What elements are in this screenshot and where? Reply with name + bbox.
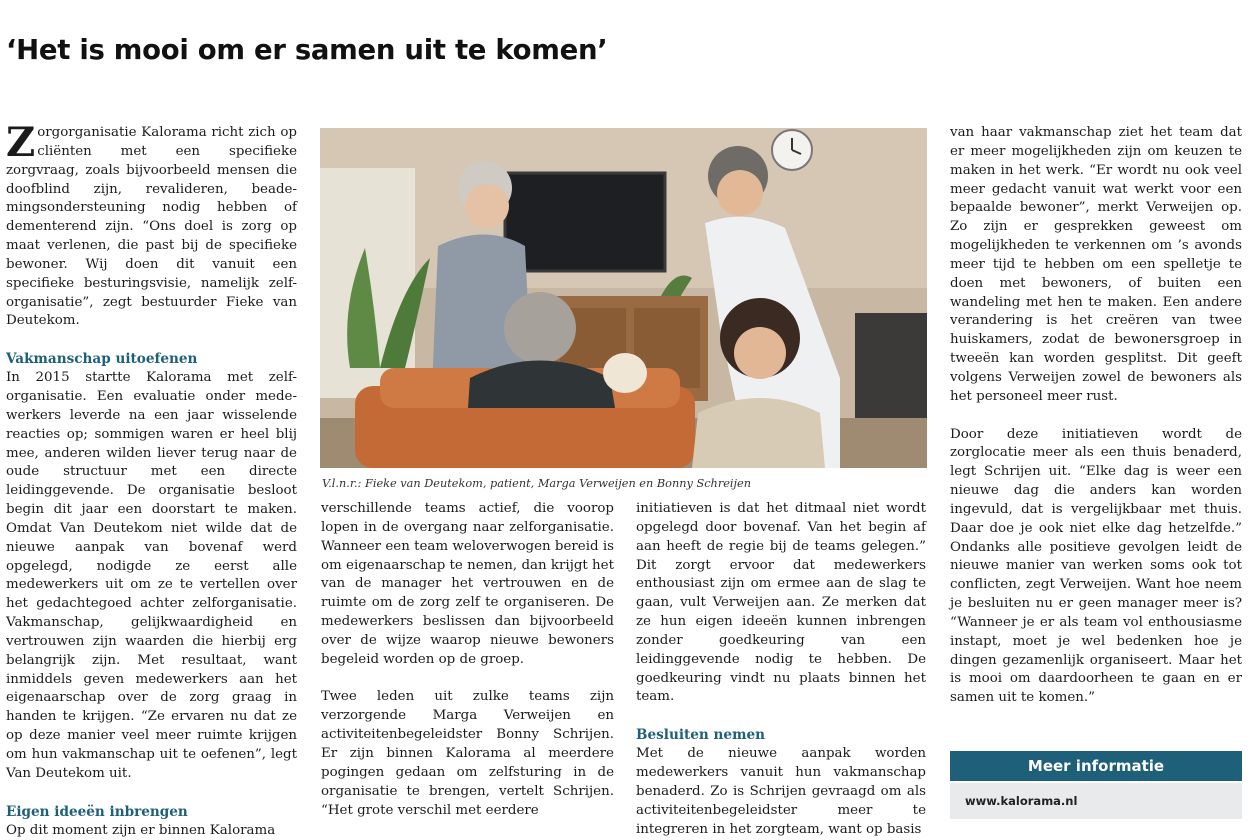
paragraph: verschillende teams actief, die voorop lopen in de overgang naar zelforganisatie. Wanneer een team weloverwogen bereid is om eigenaarschap te nemen, dan krijgt het van de manager het vertrouwen en de ruimte om de zorg zelf te organiseren. De medewerkers beslissen dan bijvoorbeeld over de wijze waarop nieuwe bewoners begeleid worden op de groep.	[321, 501, 614, 667]
intro-paragraph: Zorgorganisatie Kalorama richt zich op cliënten met een specifieke zorgvraag, zoals bijvoorbeeld mensen die doofblind zijn, revalideren, beade-mingsondersteuning nodig hebben of dementerend zijn. “Ons doel is zorg op maat verlenen, die past bij de specifieke bewoner. Wij doen dit vanuit een specifieke besturingsvisie, namelijk zelf-organisatie”, zegt bestuurder Fieke van Deutekom.	[6, 119, 297, 329]
website-link[interactable]: www.kalorama.nl	[965, 794, 1078, 808]
article-column-2	[321, 500, 614, 820]
more-info-title: Meer informatie	[950, 751, 1242, 781]
photo-illustration	[320, 128, 927, 468]
paragraph: Twee leden uit zulke teams zijn verzorgende Marga Verweijen en activiteitenbegeleidster Bonny Schrijen. Er zijn binnen Kalorama al meerdere pogingen gedaan om zelfsturing in de organisatie te brengen, vertelt Schrijen. “Het grote verschil met eerdere	[321, 689, 614, 818]
paragraph: Door deze initiatieven wordt de zorglocatie meer als een thuis benaderd, legt Schrijen uit. “Elke dag is weer een nieuwe dag die anders kan worden ingevuld, dat is vergelijkbaar met thuis. Daar doe je ook niet elke dag hetzelfde.” Ondanks alle positieve gevolgen leidt de nieuwe manier van werken soms ook tot conflicten, zegt Verweijen. Want hoe neem je besluiten nu er geen manager meer is? “Wanneer je er als team vol enthousiasme instapt, moet je wel bedenken hoe je dingen gezamenlijk organiseert. Maar het is mooi om daardoorheen te gaan en er samen uit te komen.”	[950, 426, 1242, 706]
article-headline: ‘Het is mooi om er samen uit te komen’	[6, 34, 608, 66]
article-column-4	[950, 124, 1242, 708]
more-info-body	[950, 783, 1242, 819]
subheading-besluiten-nemen: Besluiten nemen	[636, 727, 765, 744]
paragraph: In 2015 startte Kalorama met zelf-organisatie. Een evaluatie onder mede-werkers leverde na een jaar wisselende reacties op; sommigen waren er heel blij mee, anderen wilden liever terug naar de oude structuur met een directe leidinggevende. De organisatie besloot begin dit jaar een doorstart te maken. Omdat Van Deutekom niet wilde dat de nieuwe aanpak van bovenaf werd opgelegd, nodigde ze eerst alle medewerkers uit om ze te vertellen over het gedachtegoed achter zelforganisatie. Vakmanschap, gelijkwaardigheid en vertrouwen zijn waarden die hierbij erg belangrijk zijn. Met resultaat, want inmiddels geven medewerkers aan het eigenaarschap over de zorg graag in handen te krijgen. “Ze ervaren nu dat ze op deze manier veel meer ruimte krijgen om hun vakmanschap uit te oefenen”, legt Van Deutekom uit.	[6, 370, 297, 781]
more-info-box	[950, 751, 1242, 819]
paragraph: Op dit moment zijn er binnen Kalorama	[6, 822, 276, 838]
paragraph: van haar vakmanschap ziet het team dat er meer mogelijkheden zijn om keuzen te maken in het werk. “Er wordt nu ook veel meer gedacht vanuit wat werkt voor een bepaalde bewoner”, merkt Verweijen op. Zo zijn er gesprekken geweest om mogelijkheden te verkennen om ’s avonds meer tijd te hebben om een spelletje te doen met bewoners, of buiten een wandeling met hen te maken. Een andere verandering is het creëren van twee huiskamers, zodat de bewonersgroep in tweeën kan worden gesplitst. Dit geeft volgens Verweijen zowel de bewoners als het personeel meer rust.	[950, 125, 1242, 404]
photo-caption: V.l.n.r.: Fieke van Deutekom, patient, Marga Verweijen en Bonny Schreijen	[322, 477, 751, 490]
subheading-eigen-ideeen: Eigen ideeën inbrengen	[6, 803, 188, 820]
paragraph: Met de nieuwe aanpak worden medewerkers vanuit hun vakmanschap benaderd. Zo is Schrijen gevraagd om als activiteitenbegeleidster meer te integreren in het zorgteam, want op basis	[636, 746, 926, 837]
article-photo	[320, 128, 927, 468]
article-column-3	[636, 500, 926, 839]
paragraph: initiatieven is dat het ditmaal niet wordt opgelegd door bovenaf. Van het begin af aan heeft de regie bij de teams gelegen.” Dit zorgt ervoor dat medewerkers enthousiast zijn om ermee aan de slag te gaan, vult Verweijen aan. Ze merken dat ze hun eigen ideeën kunnen inbrengen zonder goedkeuring van een leidinggevende nodig te hebben. De goedkeuring vindt nu plaats binnen het team.	[636, 501, 926, 705]
article-column-1	[6, 119, 297, 840]
subheading-vakmanschap: Vakmanschap uitoefenen	[6, 351, 198, 368]
